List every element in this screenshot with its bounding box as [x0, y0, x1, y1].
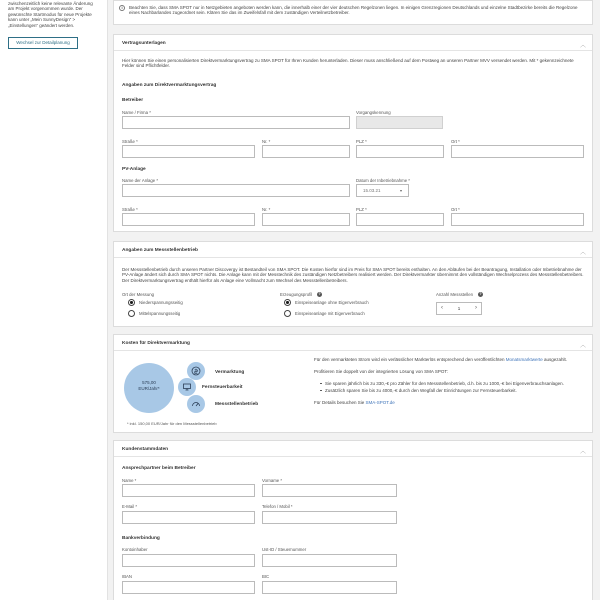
detail-planning-button[interactable]: Wechsel zur Detailplanung — [8, 37, 78, 49]
system-name-input[interactable] — [122, 184, 350, 197]
costs-card — [113, 334, 593, 433]
commissioning-date-select[interactable] — [356, 184, 409, 197]
contract-documents-card — [113, 34, 593, 232]
commissioning-date-value: 15.03.21 — [363, 188, 381, 193]
email-input[interactable] — [122, 511, 255, 524]
feature-marketing: Vermarktung — [215, 370, 245, 375]
card-title: Vertragsunterlagen — [122, 41, 166, 46]
first-name-label: Vorname * — [262, 478, 283, 483]
feature-metering: Messstellenbetrieb — [215, 402, 259, 407]
house-number-label: Nr. * — [262, 139, 271, 144]
account-holder-label: Kontoinhaber — [122, 547, 148, 552]
house-number-label: Nr. * — [262, 207, 271, 212]
vat-id-label: Ust-ID / Steuernummer — [262, 547, 307, 552]
operator-zip-input[interactable] — [356, 145, 444, 158]
account-holder-input[interactable] — [122, 554, 255, 567]
savings-bullet-1: Sie sparen jährlich bis zu 330,-€ pro Zähler für den Messstellenbetrieb, d.h. bis zu 1000,-€ bei Eigenverbrauchsanlagen. — [325, 381, 564, 386]
help-icon[interactable]: ? — [318, 291, 321, 296]
marketing-icon — [187, 362, 205, 380]
sidebar-description: zwischenzeitlich keine relevante Änderung am Projekt vorgenommen wurde. Der gewünschte Startmodus für neue Projekte kann unter „Mein SunnyDesign“ > „Einstellungen“ geändert werden. — [8, 1, 93, 28]
contact-first-name-input[interactable] — [262, 484, 397, 497]
name-label: Name / Firma * — [122, 110, 151, 115]
name-label: Name * — [122, 478, 137, 483]
contact-name-input[interactable] — [122, 484, 255, 497]
zip-label: PLZ * — [356, 139, 367, 144]
operator-number-input[interactable] — [262, 145, 350, 158]
pv-system-heading: PV-Anlage — [122, 167, 146, 172]
medium-voltage-label: Mittelspannungsseitig — [139, 311, 181, 316]
sidebar — [0, 0, 108, 600]
card-title: Kundenstammdaten — [122, 447, 169, 452]
operator-name-input[interactable] — [122, 116, 350, 129]
contract-heading: Angaben zum Direktvermarktungsvertrag — [122, 83, 217, 88]
chevron-up-icon[interactable]: ︿ — [579, 343, 586, 349]
costs-text-2: Profitieren Sie doppelt von der integrierten Lösung von SMA SPOT: — [314, 369, 448, 374]
feed-in-no-self-consumption-radio[interactable] — [284, 299, 291, 306]
price-footnote: * inkl. 150,00 EUR/Jahr für den Messstellenbetrieb — [127, 421, 217, 426]
commissioning-date-label: Datum der Inbetriebnahme * — [356, 178, 410, 183]
metering-gauge-icon — [187, 395, 205, 413]
decrement-icon[interactable]: ‹ — [441, 305, 443, 311]
remote-control-icon — [178, 378, 196, 396]
info-text: Beachten Sie, dass SMA SPOT nur in Netzgebieten angeboten werden kann, die innerhalb einer der vier deutschen Regelzonen liegen. In einigen Grenzregionen Deutschlands und einzelne Stadtbezirke bereits die Regelzone eines Nachbarlandes zugeordnet sein. Klären Sie das im Zweifelsfall mit dem zuständigen Verteilnetzbetreiber. — [129, 5, 578, 16]
customer-data-card — [113, 440, 593, 600]
contract-intro: Hier können Sie einen personalisierten Direktvermarktungsvertrag zu SMA SPOT für Ihren Kunden herunterladen. Dieser muss anschließend auf dem Postweg an unseren Partner MVV versendet werden. Mit * gekennzeichnete Felder sind Pflichtfelder. — [122, 58, 574, 69]
bic-input[interactable] — [262, 581, 397, 594]
system-number-input[interactable] — [262, 213, 350, 226]
help-icon[interactable]: ? — [479, 291, 482, 296]
card-title: Kosten für Direktvermarktung — [122, 341, 190, 346]
feed-in-no-self-consumption-label: Einspeiseanlage ohne Eigenverbrauch — [295, 300, 369, 305]
savings-bullet-2: Zusätzlich sparen Sie bis zu 4000,-€ durch den Wegfall der Einrichtungen zur Fernsteuerbarkeit. — [325, 388, 517, 393]
metering-card — [113, 241, 593, 327]
chevron-up-icon[interactable]: ︿ — [579, 43, 586, 49]
feed-in-self-consumption-radio[interactable] — [284, 310, 291, 317]
feature-remote-control: Fernsteuerbarkeit — [202, 385, 243, 390]
metering-text: Der Messstellenbetrieb durch unseren Partner Discovergy ist Bestandteil von SMA SPOT. Die Kosten hierfür sind im Preis für SMA SPOT bereits enthalten. An den Abläufen bei der Beantragung, Installation oder Inbetriebnahme der PV-Anlage ändert sich durch SMA SPOT nichts. Die Anlage kann mit der Messtechnik des zuständigen Netzbetreibers realisiert werden. Der Direktvermarkter übernimmt den vollständigen Wechselprozess des Messstellenbetreibers. Der Direktvermarktungsvertrag enthält hierfür als Anlage eine Vollmacht zum Wechsel des Messstellenbetreibers. — [122, 267, 584, 283]
feed-in-self-consumption-label: Einspeiseanlage mit Eigenverbrauch — [295, 311, 365, 316]
operator-street-input[interactable] — [122, 145, 255, 158]
street-label: Straße * — [122, 139, 138, 144]
card-header[interactable] — [114, 242, 592, 258]
bullet — [320, 390, 322, 392]
phone-input[interactable] — [262, 511, 397, 524]
email-label: E-Mail * — [122, 504, 138, 509]
system-city-input[interactable] — [451, 213, 584, 226]
chevron-up-icon[interactable]: ︿ — [579, 449, 586, 455]
increment-icon[interactable]: › — [475, 305, 477, 311]
price-value: 575,00 — [142, 380, 156, 385]
contact-person-heading: Ansprechpartner beim Betreiber — [122, 466, 196, 471]
iban-input[interactable] — [122, 581, 255, 594]
phone-label: Telefon / Mobil * — [262, 504, 293, 509]
sma-spot-link[interactable]: SMA-SPOT.de — [365, 400, 395, 405]
bank-heading: Bankverbindung — [122, 536, 160, 541]
system-street-input[interactable] — [122, 213, 255, 226]
operator-city-input[interactable] — [451, 145, 584, 158]
iban-label: IBAN — [122, 574, 133, 579]
vat-id-input[interactable] — [262, 554, 397, 567]
card-header[interactable] — [114, 335, 592, 351]
medium-voltage-radio[interactable] — [128, 310, 135, 317]
process-id-input — [356, 116, 443, 129]
bullet — [320, 383, 322, 385]
system-zip-input[interactable] — [356, 213, 444, 226]
costs-text-1: Für den vermarkteten Strom wird ein verlässlicher Markterlös entsprechend den veröffentlichten Monatsmarktwerte ausgezahlt. — [314, 357, 568, 362]
low-voltage-radio[interactable] — [128, 299, 135, 306]
process-id-label: Vorgangskennung — [356, 110, 391, 115]
generation-profile-label: Erzeugungsprofil — [280, 292, 313, 297]
meter-count-stepper[interactable] — [436, 302, 482, 315]
street-label: Straße * — [122, 207, 138, 212]
details-text: Für Details besuchen Sie SMA-SPOT.de — [314, 400, 395, 405]
price-bubble — [124, 363, 174, 413]
chevron-up-icon[interactable]: ︿ — [579, 250, 586, 256]
system-name-label: Name der Anlage * — [122, 178, 159, 183]
card-title: Angaben zum Messstellenbetrieb — [122, 248, 198, 253]
meter-count-value: 1 — [457, 306, 461, 311]
market-values-link[interactable]: Monatsmarktwerte — [505, 357, 543, 362]
city-label: Ort * — [451, 207, 460, 212]
measurement-location-label: Ort der Messung — [122, 292, 155, 297]
low-voltage-label: Niederspannungsseitig — [139, 300, 183, 305]
card-header[interactable] — [114, 441, 592, 457]
info-icon: i — [119, 5, 125, 11]
operator-heading: Betreiber — [122, 98, 144, 103]
card-header[interactable] — [114, 35, 592, 51]
chevron-down-icon: ▾ — [399, 188, 402, 193]
info-box — [113, 0, 593, 25]
price-unit: EUR/Jahr* — [138, 385, 160, 391]
meter-count-label: Anzahl Messstellen — [436, 292, 474, 297]
zip-label: PLZ * — [356, 207, 367, 212]
bic-label: BIC — [262, 574, 270, 579]
city-label: Ort * — [451, 139, 460, 144]
